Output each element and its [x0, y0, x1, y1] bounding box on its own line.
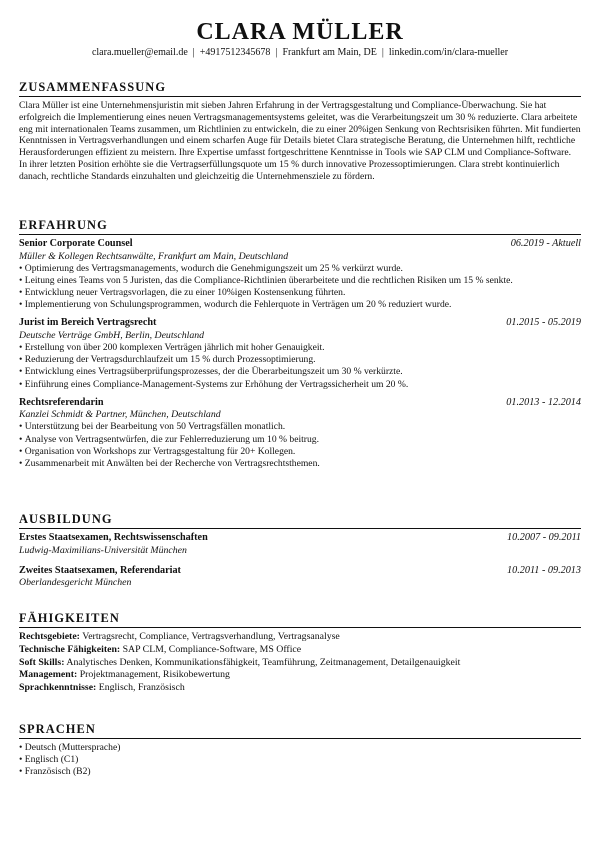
job-title: Rechtsreferendarin — [19, 396, 104, 408]
language-item: • Deutsch (Muttersprache) — [19, 742, 581, 754]
education-entry — [19, 532, 581, 557]
bullet-item: • Organisation von Workshops zur Vertragsgestaltung für 20+ Kollegen. — [19, 446, 581, 458]
linkedin: linkedin.com/in/clara-mueller — [388, 47, 509, 58]
bullet-item: • Entwicklung eines Vertragsüberprüfungsprozesses, der die Überarbeitungszeit um 30 % verkürzte. — [19, 366, 581, 378]
bullet-item: • Analyse von Vertragsentwürfen, die zur Fehlerreduzierung um 10 % beitrug. — [19, 434, 581, 446]
skill-label: Technische Fähigkeiten: — [19, 643, 121, 655]
bullet-item: • Entwicklung neuer Vertragsvorlagen, die zu einer 10%igen Kostensenkung führten. — [19, 287, 581, 299]
job-title: Jurist im Bereich Vertragsrecht — [19, 317, 157, 329]
skill-row — [19, 669, 581, 682]
experience-entry — [19, 397, 581, 470]
skill-label: Rechtsgebiete: — [19, 631, 80, 642]
location: Frankfurt am Main, DE — [282, 47, 377, 58]
employer: Kanzlei Schmidt & Partner, München, Deutschland — [19, 409, 221, 421]
skill-value: Englisch, Französisch — [98, 682, 185, 694]
phone: +4917512345678 — [199, 47, 271, 58]
experience-entry — [19, 238, 581, 311]
skill-value: Projektmanagement, Risikobewertung — [79, 669, 230, 681]
education-entry — [19, 565, 581, 590]
bullet-item: • Einführung eines Compliance-Management-Systems zur Erhöhung der Vertragssicherheit um 20 %. — [19, 379, 581, 391]
separator: | — [192, 47, 195, 58]
languages-section — [19, 722, 581, 779]
institution: Ludwig-Maximilians-Universität München — [19, 544, 187, 556]
bullet-item: • Optimierung des Vertragsmanagements, wodurch die Genehmigungszeit um 25 % verkürzt wurde. — [19, 263, 581, 275]
skill-row — [19, 657, 581, 670]
section-title: ZUSAMMENFASSUNG — [19, 80, 581, 97]
bullet-item: • Leitung eines Teams von 5 Juristen, das die Compliance-Richtlinien überarbeitete und die rechtlichen Risiken um 15 % senkte. — [19, 275, 581, 287]
contact-line — [0, 46, 600, 59]
bullet-list — [19, 421, 581, 470]
section-title: AUSBILDUNG — [19, 512, 581, 529]
candidate-name: CLARA MÜLLER — [196, 19, 404, 45]
language-item: • Englisch (C1) — [19, 754, 581, 766]
language-list — [19, 742, 581, 779]
section-title: ERFAHRUNG — [19, 218, 581, 235]
institution: Oberlandesgericht München — [19, 577, 132, 589]
bullet-list — [19, 263, 581, 312]
education-section — [19, 512, 581, 595]
job-title: Senior Corporate Counsel — [19, 238, 133, 249]
separator: | — [275, 47, 278, 58]
skill-row — [19, 682, 581, 695]
bullet-list — [19, 342, 581, 391]
education-dates: 10.2011 - 09.2013 — [507, 564, 581, 576]
language-item: • Französisch (B2) — [19, 766, 581, 778]
job-dates: 06.2019 - Aktuell — [510, 238, 581, 249]
experience-section — [19, 218, 581, 476]
section-title: SPRACHEN — [19, 722, 581, 739]
skill-value: Vertragsrecht, Compliance, Vertragsverhandlung, Vertragsanalyse — [82, 631, 340, 642]
summary-section — [19, 80, 581, 183]
skill-label: Sprachkenntnisse: — [19, 682, 97, 694]
employer: Deutsche Verträge GmbH, Berlin, Deutschland — [19, 330, 205, 341]
skill-value: SAP CLM, Compliance-Software, MS Office — [122, 643, 302, 655]
bullet-item: • Unterstützung bei der Bearbeitung von 50 Vertragsfällen monatlich. — [19, 421, 581, 433]
bullet-item: • Erstellung von über 200 komplexen Verträgen jährlich mit hoher Genauigkeit. — [19, 342, 581, 354]
separator: | — [381, 47, 384, 58]
skill-value: Analytisches Denken, Kommunikationsfähigkeit, Teamführung, Zeitmanagement, Detailgenauigkeit — [66, 656, 461, 668]
skills-section — [19, 611, 581, 695]
degree: Zweites Staatsexamen, Referendariat — [19, 564, 181, 576]
bullet-item: • Implementierung von Schulungsprogrammen, wodurch die Fehlerquote in Verträgen um 20 % reduziert wurde. — [19, 299, 581, 311]
employer: Müller & Kollegen Rechtsanwälte, Frankfurt am Main, Deutschland — [19, 250, 289, 262]
email: clara.mueller@email.de — [91, 47, 188, 58]
section-title: FÄHIGKEITEN — [19, 611, 581, 628]
degree: Erstes Staatsexamen, Rechtswissenschaften — [19, 532, 208, 543]
experience-entry — [19, 317, 581, 390]
bullet-item: • Reduzierung der Vertragsdurchlaufzeit um 15 % durch Prozessoptimierung. — [19, 354, 581, 366]
job-dates: 01.2015 - 05.2019 — [506, 317, 581, 329]
job-dates: 01.2013 - 12.2014 — [506, 396, 581, 408]
skill-row — [19, 644, 581, 657]
skill-row — [19, 631, 581, 644]
summary-text: Clara Müller ist eine Unternehmensjuristin mit sieben Jahren Erfahrung in der Vertragsgestaltung und Compliance-Überwachung. Sie hat erfolgreich die Implementierung eines neuen Vertragsmanagementsystems geleitet, was die Verarbeitungszeit um 30 % reduzierte. Clara arbeitete eng mit internationalen Teams zusammen, um Richtlinien zu entwickeln, die zu einer 20%igen Senkung von Rechtsrisiken führten. Mit fundierten Kenntnissen in Vertragsverhandlungen und einem scharfen Auge für Details bietet Clara strategische Beratung, die Unternehmen hilft, rechtliche Herausforderungen effizient zu meistern. Ihre Expertise umfasst fortgeschrittene Kenntnisse in Tools wie SAP CLM und Compliance-Software. In ihrer letzten Position erhöhte sie die Vertragserfüllungsquote um 15 % durch innovative Prozessoptimierungen. Clara strebt kontinuierlich danach, rechtliche Standards einzuhalten und gleichzeitig die Unternehmensziele zu fördern. — [19, 100, 581, 182]
skill-label: Soft Skills: — [19, 656, 65, 668]
skill-label: Management: — [19, 669, 78, 681]
education-dates: 10.2007 - 09.2011 — [507, 532, 581, 543]
bullet-item: • Zusammenarbeit mit Anwälten bei der Recherche von Vertragsrechtsthemen. — [19, 458, 581, 470]
